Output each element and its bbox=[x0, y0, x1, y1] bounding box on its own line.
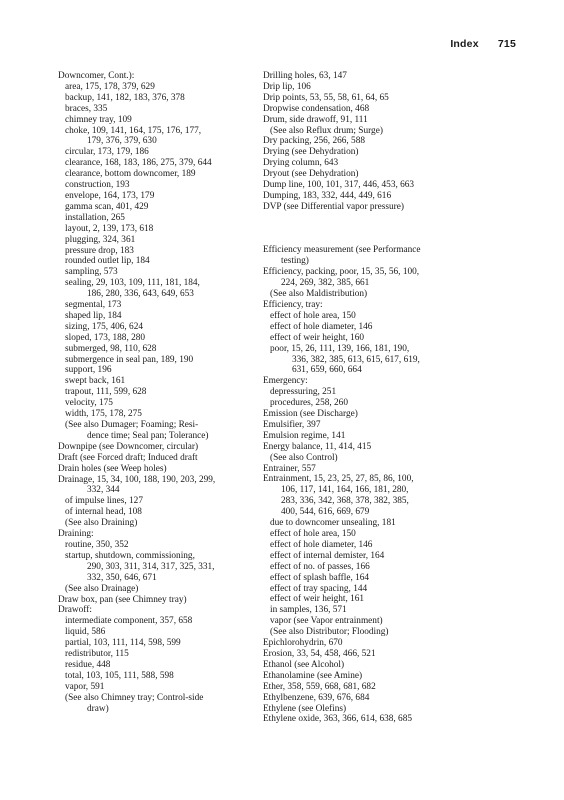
index-entry: DVP (see Differential vapor pressure) bbox=[263, 201, 404, 212]
index-entry: (See also Drainage) bbox=[65, 583, 139, 594]
index-entry: Efficiency, tray: bbox=[263, 299, 323, 310]
index-entry: Drainage, 15, 34, 100, 188, 190, 203, 299, bbox=[58, 474, 216, 485]
index-entry: Drip points, 53, 55, 58, 61, 64, 65 bbox=[263, 92, 389, 103]
index-entry: clearance, bottom downcomer, 189 bbox=[65, 169, 196, 180]
index-entry: area, 175, 178, 379, 629 bbox=[65, 81, 155, 92]
index-entry: clearance, 168, 183, 186, 275, 379, 644 bbox=[65, 158, 212, 169]
index-entry: Ethanol (see Alcohol) bbox=[263, 659, 345, 670]
index-entry: width, 175, 178, 275 bbox=[65, 409, 142, 420]
index-entry: velocity, 175 bbox=[65, 398, 113, 409]
index-entry: of impulse lines, 127 bbox=[65, 496, 143, 507]
index-entry: due to downcomer unsealing, 181 bbox=[270, 518, 396, 529]
index-entry: effect of hole area, 150 bbox=[270, 310, 356, 321]
index-entry: effect of hole diameter, 146 bbox=[270, 321, 373, 332]
index-entry: effect of tray spacing, 144 bbox=[270, 583, 368, 594]
index-entry: Efficiency measurement (see Performance bbox=[263, 245, 421, 256]
index-column-right bbox=[263, 71, 513, 725]
index-entry: Ether, 358, 559, 668, 681, 682 bbox=[263, 681, 376, 692]
index-entry: Drawoff: bbox=[58, 605, 92, 616]
index-entry: support, 196 bbox=[65, 365, 112, 376]
index-entry: Efficiency, packing, poor, 15, 35, 56, 100, bbox=[263, 267, 420, 278]
index-entry: Entrainer, 557 bbox=[263, 463, 316, 474]
index-entry: 290, 303, 311, 314, 317, 325, 331, bbox=[87, 561, 215, 572]
index-entry: draw) bbox=[87, 703, 109, 714]
index-entry: startup, shutdown, commissioning, bbox=[65, 550, 195, 561]
index-entry: effect of weir height, 161 bbox=[270, 594, 365, 605]
index-entry: trapout, 111, 599, 628 bbox=[65, 387, 147, 398]
index-entry: 631, 659, 660, 664 bbox=[292, 365, 362, 376]
index-entry: choke, 109, 141, 164, 175, 176, 177, bbox=[65, 125, 202, 136]
index-entry: effect of splash baffle, 164 bbox=[270, 572, 370, 583]
index-entry: plugging, 324, 361 bbox=[65, 234, 136, 245]
index-entry: Draining: bbox=[58, 529, 94, 540]
index-entry: 332, 350, 646, 671 bbox=[87, 572, 157, 583]
index-entry: vapor, 591 bbox=[65, 681, 105, 692]
index-column-left bbox=[58, 71, 268, 714]
blank-line bbox=[263, 224, 513, 235]
index-entry: Draw box, pan (see Chimney tray) bbox=[58, 594, 187, 605]
index-entry: effect of weir height, 160 bbox=[270, 332, 365, 343]
index-entry: Emulsion regime, 141 bbox=[263, 430, 346, 441]
index-entry: Dump line, 100, 101, 317, 446, 453, 663 bbox=[263, 180, 415, 191]
index-entry: 336, 382, 385, 613, 615, 617, 619, bbox=[292, 354, 420, 365]
index-entry: effect of hole area, 150 bbox=[270, 529, 356, 540]
index-entry: (See also Dumager; Foaming; Resi- bbox=[65, 420, 199, 430]
index-entry: partial, 103, 111, 114, 598, 599 bbox=[65, 638, 181, 649]
index-entry: Dropwise condensation, 468 bbox=[263, 103, 370, 114]
index-entry: in samples, 136, 571 bbox=[270, 605, 347, 616]
index-entry: sizing, 175, 406, 624 bbox=[65, 321, 143, 332]
index-entry: 400, 544, 616, 669, 679 bbox=[281, 507, 370, 518]
index-entry: dence time; Seal pan; Tolerance) bbox=[87, 430, 209, 441]
index-entry: installation, 265 bbox=[65, 212, 125, 223]
index-entry: Drum, side drawoff, 91, 111 bbox=[263, 114, 368, 125]
index-entry: rounded outlet lip, 184 bbox=[65, 256, 150, 267]
index-entry: construction, 193 bbox=[65, 180, 130, 191]
index-entry: (See also Chimney tray; Control-side bbox=[65, 692, 204, 703]
index-entry: Drip lip, 106 bbox=[263, 81, 311, 92]
index-entry: submerged, 98, 110, 628 bbox=[65, 343, 157, 354]
index-entry: 179, 376, 379, 630 bbox=[87, 136, 157, 147]
index-entry: poor, 15, 26, 111, 139, 166, 181, 190, bbox=[270, 343, 410, 354]
index-entry: effect of hole diameter, 146 bbox=[270, 539, 373, 550]
index-entry: Emulsifier, 397 bbox=[263, 419, 321, 430]
index-entry: Epichlorohydrin, 670 bbox=[263, 638, 343, 649]
index-entry: Drying column, 643 bbox=[263, 158, 339, 169]
index-entry: Downpipe (see Downcomer, circular) bbox=[58, 441, 199, 452]
index-entry: Drain holes (see Weep holes) bbox=[58, 463, 167, 474]
index-entry: Dumping, 183, 332, 444, 449, 616 bbox=[263, 190, 392, 201]
index-entry: swept back, 161 bbox=[65, 376, 126, 387]
index-entry: total, 103, 105, 111, 588, 598 bbox=[65, 670, 174, 681]
index-entry: Draft (see Forced draft; Induced draft bbox=[58, 452, 198, 463]
index-entry: submergence in seal pan, 189, 190 bbox=[65, 354, 194, 365]
index-entry: 106, 117, 141, 164, 166, 181, 280, bbox=[281, 485, 409, 496]
index-entry: Drying (see Dehydration) bbox=[263, 147, 359, 158]
page-number: 715 bbox=[497, 38, 516, 50]
index-entry: redistributor, 115 bbox=[65, 649, 129, 660]
index-entry: effect of internal demister, 164 bbox=[270, 550, 385, 561]
index-entry: gamma scan, 401, 429 bbox=[65, 201, 149, 212]
index-entry: 186, 280, 336, 643, 649, 653 bbox=[87, 289, 194, 300]
index-entry: Erosion, 33, 54, 458, 466, 521 bbox=[263, 648, 376, 659]
index-entry: sloped, 173, 188, 280 bbox=[65, 332, 146, 343]
index-entry: Ethylbenzene, 639, 676, 684 bbox=[263, 692, 370, 703]
index-entry: (See also Distributor; Flooding) bbox=[270, 627, 389, 638]
index-entry: 224, 269, 382, 385, 661 bbox=[281, 278, 370, 289]
blank-line bbox=[263, 235, 513, 246]
index-entry: Ethanolamine (see Amine) bbox=[263, 670, 363, 681]
index-entry: Energy balance, 11, 414, 415 bbox=[263, 441, 372, 452]
index-entry: Downcomer, Cont.): bbox=[58, 71, 135, 81]
index-entry: Emergency: bbox=[263, 376, 308, 387]
index-entry: envelope, 164, 173, 179 bbox=[65, 190, 155, 201]
index-entry: 332, 344 bbox=[87, 485, 120, 496]
running-header bbox=[450, 38, 516, 50]
index-entry: chimney tray, 109 bbox=[65, 114, 132, 125]
index-entry: residue, 448 bbox=[65, 659, 111, 670]
index-entry: circular, 173, 179, 186 bbox=[65, 147, 149, 158]
index-entry: of internal head, 108 bbox=[65, 507, 142, 518]
index-entry: sealing, 29, 103, 109, 111, 181, 184, bbox=[65, 278, 200, 289]
index-entry: layout, 2, 139, 173, 618 bbox=[65, 223, 154, 234]
index-entry: vapor (see Vapor entrainment) bbox=[270, 616, 383, 627]
index-entry: Entrainment, 15, 23, 25, 27, 85, 86, 100, bbox=[263, 474, 414, 485]
index-entry: intermediate component, 357, 658 bbox=[65, 616, 193, 627]
index-entry: Dry packing, 256, 266, 588 bbox=[263, 136, 365, 147]
index-entry: (See also Draining) bbox=[65, 518, 138, 529]
blank-line bbox=[263, 213, 513, 224]
header-title: Index bbox=[450, 38, 479, 50]
index-entry: pressure drop, 183 bbox=[65, 245, 134, 256]
index-entry: (See also Reflux drum; Surge) bbox=[270, 125, 383, 136]
index-entry: Ethylene (see Olefins) bbox=[263, 703, 347, 714]
index-entry: testing) bbox=[281, 256, 309, 267]
index-entry: backup, 141, 182, 183, 376, 378 bbox=[65, 92, 185, 103]
index-entry: depressuring, 251 bbox=[270, 387, 337, 398]
index-entry: braces, 335 bbox=[65, 103, 108, 114]
index-entry: Dryout (see Dehydration) bbox=[263, 169, 359, 180]
index-entry: shaped lip, 184 bbox=[65, 310, 122, 321]
index-entry: (See also Maldistribution) bbox=[270, 289, 368, 300]
index-entry: Emission (see Discharge) bbox=[263, 409, 358, 420]
index-entry: 283, 336, 342, 368, 378, 382, 385, bbox=[281, 496, 409, 507]
index-entry: Ethylene oxide, 363, 366, 614, 638, 685 bbox=[263, 714, 412, 725]
index-entry: routine, 350, 352 bbox=[65, 539, 129, 550]
index-entry: effect of no. of passes, 166 bbox=[270, 561, 370, 572]
index-entry: (See also Control) bbox=[270, 452, 338, 463]
index-entry: sampling, 573 bbox=[65, 267, 118, 278]
index-entry: liquid, 586 bbox=[65, 627, 106, 638]
index-entry: segmental, 173 bbox=[65, 300, 122, 311]
index-entry: procedures, 258, 260 bbox=[270, 398, 348, 409]
index-entry: Drilling holes, 63, 147 bbox=[263, 71, 347, 81]
